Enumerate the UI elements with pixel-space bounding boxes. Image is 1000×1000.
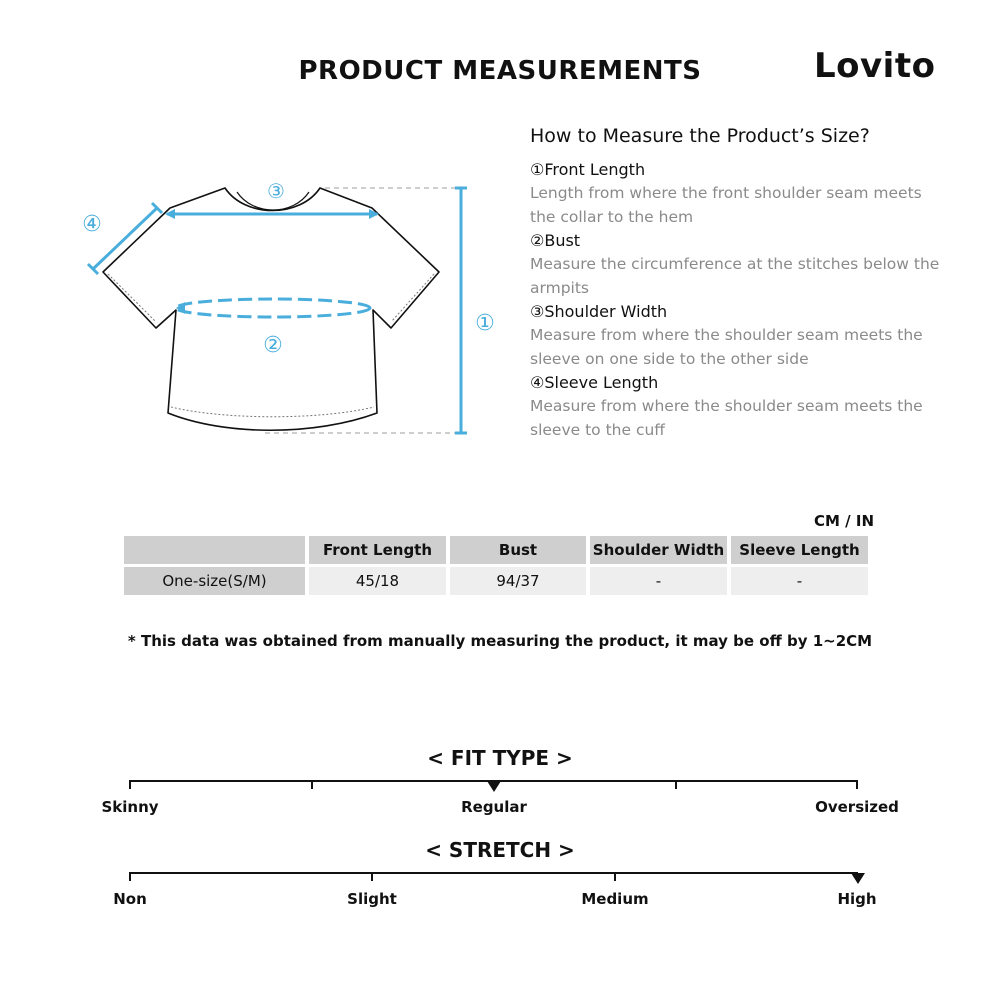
fit-type-tick bbox=[311, 780, 313, 789]
fit-type-label-oversized: Oversized bbox=[815, 798, 899, 816]
instruction-bust bbox=[530, 229, 950, 300]
header-cell-bust: Bust bbox=[450, 536, 586, 564]
stretch-tick bbox=[614, 872, 616, 881]
fit-type-label-skinny: Skinny bbox=[101, 798, 159, 816]
cell-shoulder-width: - bbox=[590, 567, 727, 595]
stretch-label-high: High bbox=[837, 890, 877, 908]
stretch-indicator-marker bbox=[851, 873, 865, 884]
marker-bust: ② bbox=[263, 333, 283, 358]
stretch-tick bbox=[129, 872, 131, 881]
marker-shoulder-width: ③ bbox=[267, 179, 285, 203]
measure-guide-title: How to Measure the Product’s Size? bbox=[530, 125, 870, 147]
fit-type-tick bbox=[675, 780, 677, 789]
fit-type-title: < FIT TYPE > bbox=[427, 746, 573, 770]
stretch-tick bbox=[371, 872, 373, 881]
instruction-front-length bbox=[530, 158, 950, 229]
marker-sleeve-length: ④ bbox=[82, 212, 102, 237]
fit-type-tick bbox=[856, 780, 858, 789]
header-cell-blank bbox=[124, 536, 305, 564]
instruction-sleeve-length bbox=[530, 371, 950, 442]
size-table-header-row bbox=[124, 536, 868, 564]
stretch-label-slight: Slight bbox=[347, 890, 397, 908]
cell-bust: 94/37 bbox=[450, 567, 586, 595]
marker-front-length: ① bbox=[475, 311, 495, 336]
tshirt-outline bbox=[103, 188, 439, 430]
stretch-title: < STRETCH > bbox=[425, 838, 575, 862]
instruction-heading: ④Sleeve Length bbox=[530, 373, 659, 392]
instruction-heading: ③Shoulder Width bbox=[530, 302, 668, 321]
instruction-description: Length from where the front shoulder seam meets the collar to the hem bbox=[530, 184, 922, 226]
stretch-label-medium: Medium bbox=[581, 890, 649, 908]
cell-front-length: 45/18 bbox=[309, 567, 446, 595]
measurement-note: * This data was obtained from manually measuring the product, it may be off by 1~2CM bbox=[127, 632, 873, 650]
table-row bbox=[124, 567, 868, 595]
measure-instructions bbox=[530, 158, 950, 442]
instruction-shoulder-width bbox=[530, 300, 950, 371]
row-size-label: One-size(S/M) bbox=[124, 567, 305, 595]
cell-sleeve-length: - bbox=[731, 567, 868, 595]
header-cell-shoulder-width: Shoulder Width bbox=[590, 536, 727, 564]
stretch-label-non: Non bbox=[113, 890, 147, 908]
instruction-description: Measure from where the shoulder seam meets the sleeve to the cuff bbox=[530, 397, 923, 439]
brand-logo: Lovito bbox=[814, 46, 936, 86]
stretch-scale-line bbox=[130, 872, 858, 874]
instruction-heading: ②Bust bbox=[530, 231, 581, 250]
fit-type-tick bbox=[129, 780, 131, 789]
instruction-description: Measure the circumference at the stitches below the armpits bbox=[530, 255, 940, 297]
header-cell-front-length: Front Length bbox=[309, 536, 446, 564]
instruction-heading: ①Front Length bbox=[530, 160, 646, 179]
fit-type-indicator-marker bbox=[487, 781, 501, 792]
size-table bbox=[124, 536, 868, 595]
instruction-description: Measure from where the shoulder seam meets the sleeve on one side to the other side bbox=[530, 326, 923, 368]
tshirt-measurement-diagram bbox=[75, 170, 515, 450]
page-title: PRODUCT MEASUREMENTS bbox=[298, 56, 702, 86]
fit-type-label-regular: Regular bbox=[461, 798, 527, 816]
unit-label: CM / IN bbox=[814, 512, 874, 530]
header-cell-sleeve-length: Sleeve Length bbox=[731, 536, 868, 564]
